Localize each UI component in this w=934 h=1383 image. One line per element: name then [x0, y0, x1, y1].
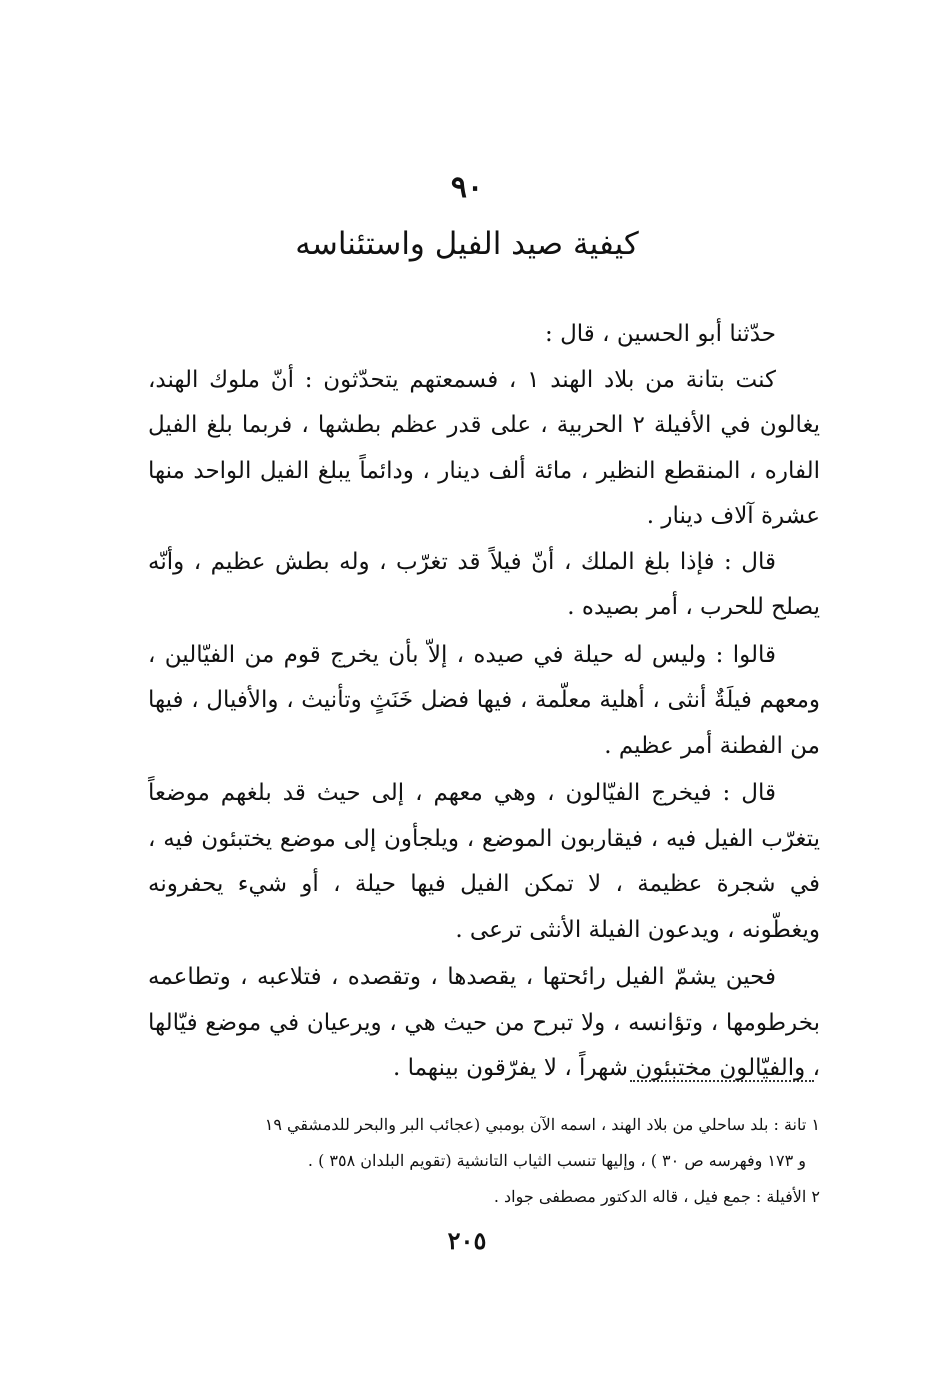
paragraph-5: قال : فيخرج الفيّالون ، وهي معهم ، إلى حيث قد بلغهم موضعاً يتغرّب الفيل فيه ، فيقاربون الموضع ، ويلجأون إلى موضع يختبئون فيه ، في شجرة عظيمة ، لا تمكن الفيل فيها حيلة ، أو شيء يحفرونه ويغطّونه ، ويدعون الفيلة الأنثى ترعى .	[148, 780, 820, 943]
paragraph-3: قال : فإذا بلغ الملك ، أنّ فيلاً قد تغرّب ، وله بطش عظيم ، وأنّه يصلح للحرب ، أمر بصيده .	[148, 548, 820, 620]
page-number: ٢٠٥	[447, 1226, 487, 1255]
footnotes	[148, 1107, 820, 1215]
paragraph-6: فحين يشمّ الفيل رائحتها ، يقصدها ، وتقصده ، فتلاعبه ، وتطاعمه بخرطومها ، وتؤانسه ، ولا تبرح من حيث هي ، ويرعيان في موضع فيّالها ، والفيّالون مختبئون شهراً ، لا يفرّقون بينهما .	[148, 964, 820, 1081]
chapter-number: ٩٠	[450, 170, 484, 205]
paragraph-4: قالوا : وليس له حيلة في صيده ، إلاّ بأن يخرج قوم من الفيّالين ، ومعهم فيلَةٌ أنثى ، أهلية معلّمة ، فيها فضل خَنَثٍ وتأنيث ، والأفيال ، فيها من الفطنة أمر عظيم .	[148, 641, 820, 759]
footnote-1-line-1: ١ تانة : بلد ساحلي من بلاد الهند ، اسمه الآن بومبي (عجائب البر والبحر للدمشقي ١٩	[264, 1115, 820, 1134]
footnote-2: ٢ الأفيلة : جمع فيل ، قاله الدكتور مصطفى جواد .	[493, 1187, 820, 1206]
chapter-title: كيفية صيد الفيل واستئناسه	[295, 226, 639, 262]
footnote-divider	[630, 1080, 814, 1082]
footnote-1-line-2: و ١٧٣ وفهرسه ص ٣٠ ) ، وإليها تنسب الثياب التانشية (تقويم البلدان ٣٥٨ ) .	[307, 1151, 806, 1170]
paragraph-2: كنت بتانة من بلاد الهند ١ ، فسمعتهم يتحدّثون : أنّ ملوك الهند، يغالون في الأفيلة ٢ الحربية ، على قدر عظم بطشها ، فربما بلغ الفيل الفاره ، المنقطع النظير ، مائة ألف دينار ، ودائماً يبلغ الفيل الواحد منها عشرة آلاف دينار .	[148, 366, 820, 529]
paragraph-1: حدّثنا أبو الحسين ، قال :	[545, 321, 776, 347]
body-text	[148, 312, 820, 1092]
